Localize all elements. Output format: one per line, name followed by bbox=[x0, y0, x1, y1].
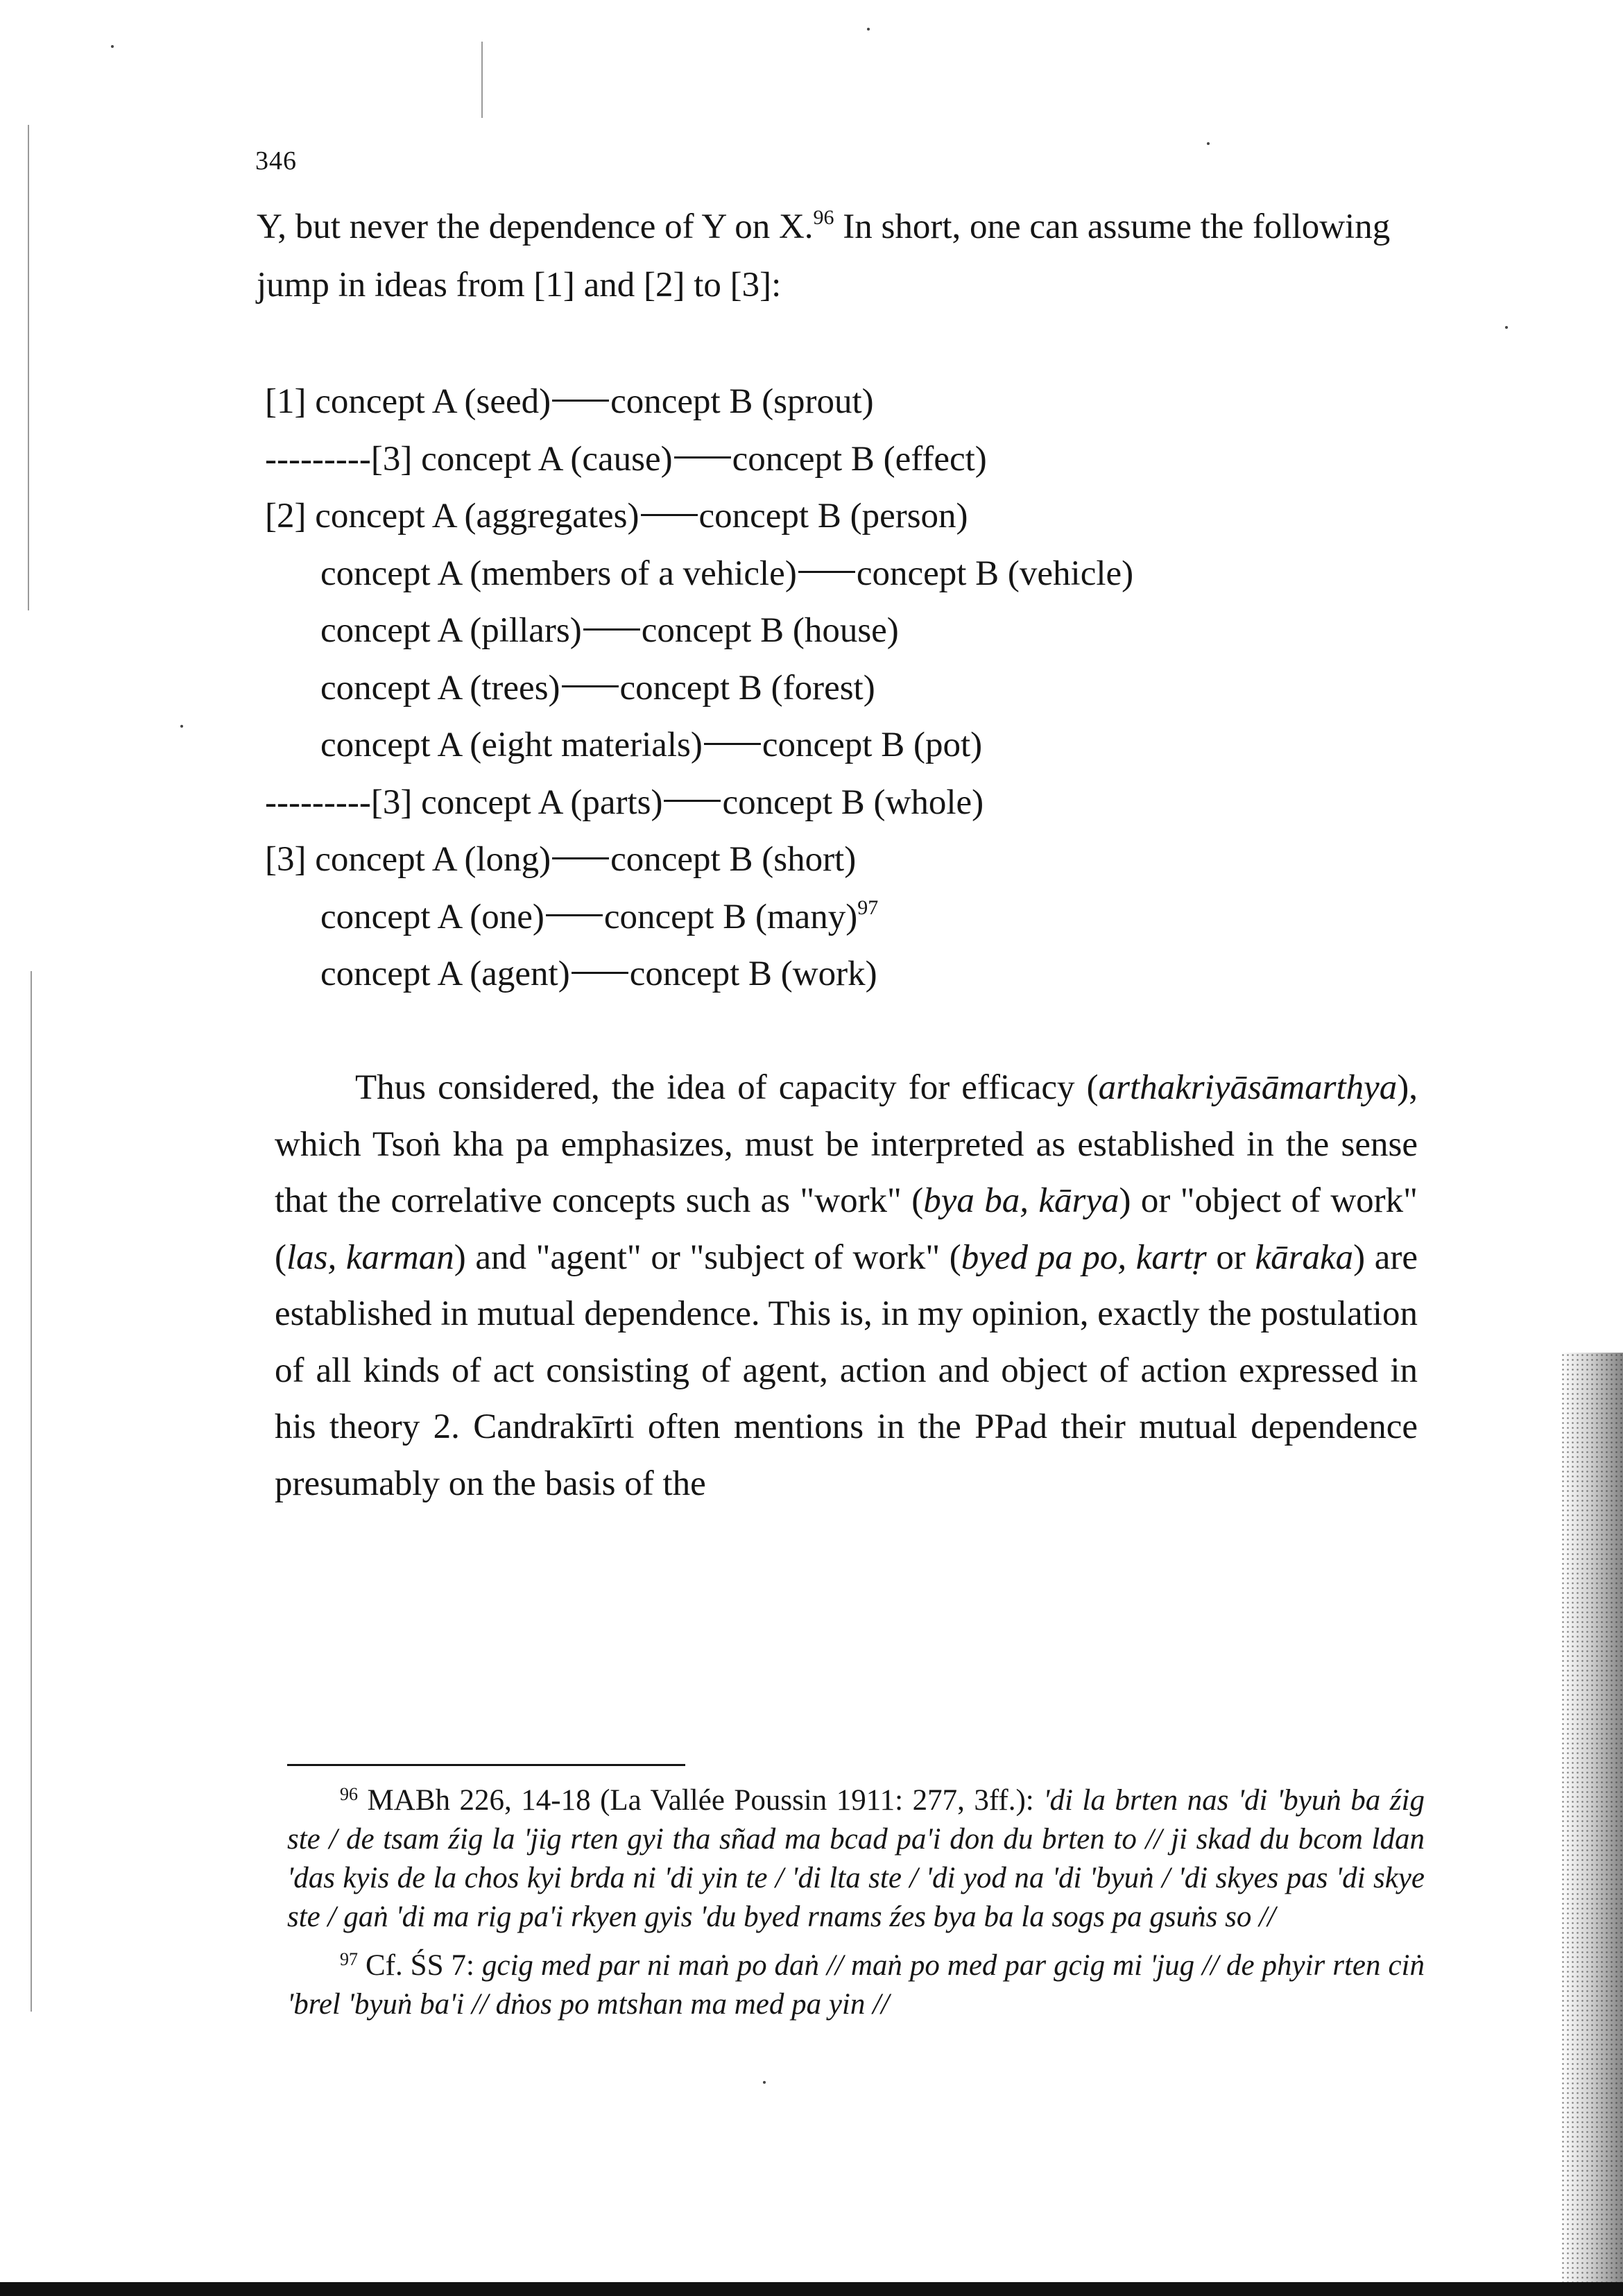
schema-line bbox=[265, 660, 1133, 717]
footnotes bbox=[287, 1781, 1425, 2034]
concept-b: concept B (work) bbox=[629, 954, 877, 993]
concept-a: ---------[3] concept A (cause) bbox=[265, 439, 673, 479]
relation-dash bbox=[546, 914, 603, 916]
footnote-number: 97 bbox=[340, 1949, 358, 1969]
schema-line bbox=[265, 602, 1133, 660]
schema-line bbox=[265, 774, 1133, 832]
concept-a: concept A (one) bbox=[320, 897, 544, 936]
scan-speck bbox=[763, 2081, 766, 2084]
scan-speck bbox=[1505, 326, 1508, 329]
concept-b: concept B (sprout) bbox=[610, 382, 874, 421]
scan-speck bbox=[867, 28, 870, 31]
para-segment: ) and "agent" or "subject of work" ( bbox=[454, 1237, 961, 1277]
concept-a: [2] concept A (aggregates) bbox=[265, 497, 639, 536]
footnote-tibetan: 'di la brten nas 'di 'byuṅ ba źig ste / de tsam źig la 'jig rten gyi tha sñad ma bcad pa'i don du brten to // ji skad du bcom ldan 'das kyis de la chos kyi brda ni 'di yin te / 'di lta ste / 'di yod na 'di 'byuṅ / 'di skyes pas 'di skye ste / gaṅ 'di ma rig pa'i rkyen gyis 'du byed rnams źes bya ba la sogs pa gsuṅs so // bbox=[287, 1784, 1425, 1933]
scan-fold-line bbox=[481, 42, 483, 118]
concept-a: [3] concept A (long) bbox=[265, 840, 551, 879]
scan-margin-line bbox=[31, 971, 32, 2012]
footnote-97 bbox=[287, 1946, 1425, 2024]
footnote-ref-96: 96 bbox=[813, 206, 834, 229]
concept-a: concept A (eight materials) bbox=[320, 726, 703, 764]
relation-dash bbox=[704, 743, 761, 745]
relation-dash bbox=[674, 456, 731, 459]
schema-line bbox=[265, 717, 1133, 774]
page-number: 346 bbox=[255, 146, 297, 175]
relation-dash bbox=[664, 800, 721, 802]
para-segment: Thus considered, the idea of capacity for efficacy ( bbox=[355, 1068, 1099, 1107]
para-segment: ) are established in mutual dependence. This is, in my opinion, exactly the postulation of all kinds of act consisting of agent, action and object of action expressed in his theory 2. Candrakīrti often mentions in the PPad their mutual dependence presumably on the basis of the bbox=[275, 1237, 1418, 1503]
scan-speck bbox=[180, 725, 183, 728]
term-byed-pa-po: byed pa po, kartṛ bbox=[961, 1237, 1207, 1277]
concept-a: concept A (agent) bbox=[320, 954, 570, 993]
term-karaka: kāraka bbox=[1255, 1237, 1354, 1277]
scan-margin-line bbox=[28, 125, 29, 610]
relation-dash bbox=[552, 400, 609, 402]
concept-b: concept B (whole) bbox=[722, 782, 984, 822]
term-arthakriyasamarthya: arthakriyāsāmarthya bbox=[1098, 1068, 1398, 1107]
concept-a: concept A (trees) bbox=[320, 668, 560, 708]
schema-line bbox=[265, 545, 1133, 603]
para-segment: or bbox=[1206, 1237, 1255, 1277]
concept-b: concept B (person) bbox=[698, 497, 968, 536]
para-segment: ) or "object of work" ( bbox=[275, 1181, 1418, 1277]
term-las: las, karman bbox=[286, 1237, 454, 1277]
schema-line bbox=[265, 488, 1133, 545]
concept-b: concept B (house) bbox=[641, 611, 899, 650]
relation-dash bbox=[583, 628, 640, 631]
concept-schema bbox=[265, 373, 1133, 1003]
schema-line bbox=[265, 373, 1133, 431]
concept-a: concept A (pillars) bbox=[320, 611, 582, 650]
relation-dash bbox=[798, 571, 855, 573]
relation-dash bbox=[552, 857, 609, 859]
schema-line bbox=[265, 945, 1133, 1003]
scan-edge bbox=[0, 2282, 1623, 2296]
intro-text: Y, but never the dependence of Y on X. bbox=[257, 207, 814, 246]
footnote-number: 96 bbox=[340, 1784, 358, 1804]
footnote-text: Cf. ŚS 7: bbox=[365, 1949, 482, 1982]
concept-a: concept A (members of a vehicle) bbox=[320, 554, 797, 593]
concept-b: concept B (many) bbox=[603, 897, 858, 936]
schema-line bbox=[265, 889, 1133, 946]
concept-b: concept B (effect) bbox=[732, 439, 987, 479]
scan-shadow bbox=[1561, 1353, 1623, 2296]
concept-a: [1] concept A (seed) bbox=[265, 382, 551, 421]
concept-b: concept B (vehicle) bbox=[856, 554, 1134, 593]
footnote-tibetan: gcig med par ni maṅ po daṅ // maṅ po med par gcig mi 'jug // de phyir rten ciṅ 'brel 'byuṅ ba'i // dṅos po mtshan ma med pa yin // bbox=[287, 1949, 1425, 2021]
concept-b: concept B (pot) bbox=[762, 726, 983, 764]
paragraph-text bbox=[275, 1060, 1418, 1512]
footnote-separator bbox=[287, 1764, 685, 1766]
footnote-text: MABh 226, 14-18 (La Vallée Poussin 1911: 277, 3ff.): bbox=[367, 1784, 1044, 1817]
intro-text-2: In short, one can assume the following jump in ideas from [1] and [2] to [3]: bbox=[257, 207, 1391, 305]
term-bya-ba: bya ba, kārya bbox=[923, 1181, 1119, 1220]
scan-speck bbox=[1207, 142, 1210, 145]
concept-b: concept B (forest) bbox=[619, 668, 875, 708]
main-paragraph bbox=[275, 1060, 1418, 1512]
footnote-ref-97: 97 bbox=[857, 896, 879, 919]
footnote-96 bbox=[287, 1781, 1425, 1937]
intro-paragraph bbox=[257, 198, 1422, 314]
relation-dash bbox=[641, 514, 698, 516]
relation-dash bbox=[562, 685, 619, 687]
concept-a: ---------[3] concept A (parts) bbox=[265, 782, 663, 822]
para-segment: ), which Tsoṅ kha pa emphasizes, must be interpreted as established in the sense that the correlative concepts such as "work" ( bbox=[275, 1068, 1418, 1220]
concept-b: concept B (short) bbox=[610, 840, 857, 879]
relation-dash bbox=[572, 972, 628, 974]
schema-line bbox=[265, 431, 1133, 488]
schema-line bbox=[265, 831, 1133, 889]
scan-speck bbox=[111, 45, 114, 48]
